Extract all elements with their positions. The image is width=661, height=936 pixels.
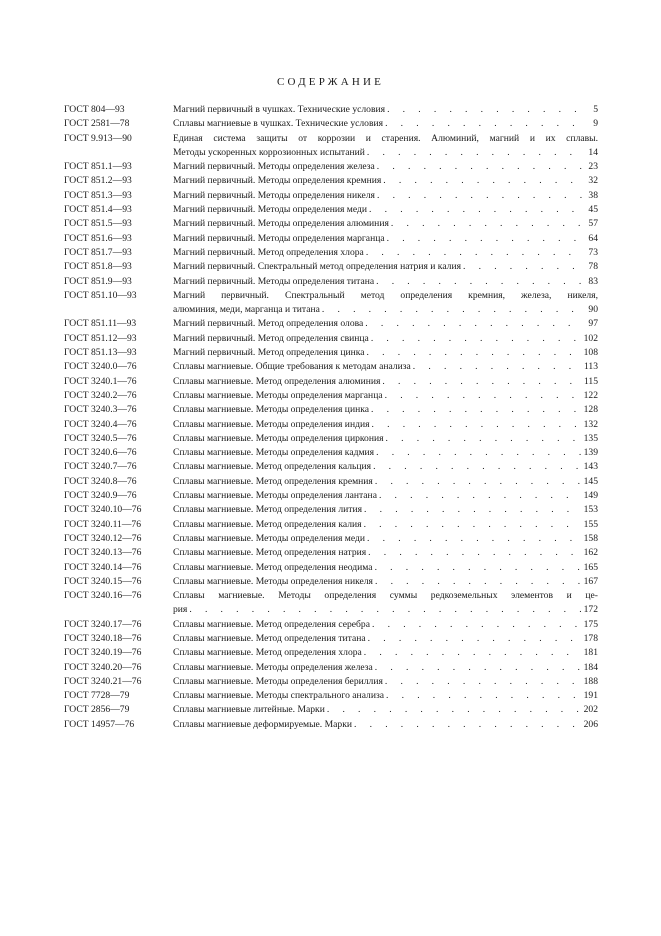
standard-code: ГОСТ 3240.11—76 bbox=[64, 518, 142, 530]
dot-leader bbox=[364, 646, 582, 660]
page-number: 97 bbox=[588, 318, 598, 330]
entry-title-line: алюминия, меди, марганца и титана bbox=[173, 304, 320, 316]
dot-leader bbox=[327, 703, 582, 717]
toc-entry bbox=[64, 446, 598, 460]
entry-description bbox=[173, 718, 598, 732]
toc-entry bbox=[64, 103, 598, 117]
standard-code: ГОСТ 7728—79 bbox=[64, 690, 130, 702]
standard-code: ГОСТ 851.3—93 bbox=[64, 189, 132, 201]
page-number: 83 bbox=[588, 275, 598, 287]
page-number: 73 bbox=[588, 246, 598, 258]
toc-entry bbox=[64, 332, 598, 346]
dot-leader bbox=[368, 546, 581, 560]
entry-description bbox=[173, 475, 598, 489]
page-number: 57 bbox=[588, 218, 598, 230]
dot-leader bbox=[322, 303, 582, 317]
dot-leader bbox=[368, 632, 582, 646]
page-number: 122 bbox=[583, 389, 598, 401]
toc-entry bbox=[64, 618, 598, 632]
entry-title-line: Сплавы магниевые. Метод определения лития bbox=[173, 504, 363, 516]
standard-code: ГОСТ 3240.13—76 bbox=[64, 547, 142, 559]
entry-description bbox=[173, 132, 598, 161]
entry-description bbox=[173, 403, 598, 417]
entry-description bbox=[173, 260, 598, 274]
standard-code: ГОСТ 3240.21—76 bbox=[64, 675, 142, 687]
entry-title-line: Сплавы магниевые. Методы определения циркония bbox=[173, 432, 384, 444]
entry-title-line: Магний первичный. Методы определения железа bbox=[173, 161, 375, 173]
entry-title-line: Сплавы магниевые. Методы определения никеля bbox=[173, 575, 373, 587]
entry-description bbox=[173, 460, 598, 474]
page-number: 158 bbox=[583, 532, 598, 544]
page-number: 162 bbox=[583, 547, 598, 559]
entry-description bbox=[173, 532, 598, 546]
dot-leader bbox=[365, 317, 582, 331]
toc-entry bbox=[64, 203, 598, 217]
dot-leader bbox=[463, 260, 582, 274]
toc-entry bbox=[64, 217, 598, 231]
dot-leader bbox=[367, 346, 582, 360]
entry-title-line: Магний первичный. Методы определения алюминия bbox=[173, 218, 389, 230]
standard-code: ГОСТ 851.1—93 bbox=[64, 161, 132, 173]
dot-leader bbox=[371, 332, 582, 346]
standard-code: ГОСТ 804—93 bbox=[64, 104, 125, 115]
page-number: 135 bbox=[583, 432, 598, 444]
entry-title-line: Единая система защиты от коррозии и старения. Алюминий, магний и их сплавы. bbox=[173, 132, 598, 144]
entry-title-line: Магний первичный. Метод определения цинка bbox=[173, 347, 365, 359]
entry-title-line: Магний первичный. Методы определения титана bbox=[173, 275, 375, 287]
entry-title-line: Сплавы магниевые. Метод определения серебра bbox=[173, 618, 370, 630]
standard-code: ГОСТ 851.11—93 bbox=[64, 318, 137, 330]
entry-title-line: Магний первичный. Спектральный метод определения кремния, железа, никеля, bbox=[173, 289, 598, 301]
page-number: 115 bbox=[583, 375, 598, 387]
entry-title-line: Сплавы магниевые. Методы определения индия bbox=[173, 418, 370, 430]
dot-leader bbox=[376, 275, 582, 289]
standard-code: ГОСТ 3240.4—76 bbox=[64, 418, 137, 430]
toc-entry bbox=[64, 475, 598, 489]
entry-title-line: Методы ускоренных коррозионных испытаний bbox=[173, 146, 365, 158]
toc-entry bbox=[64, 718, 598, 732]
toc-entry bbox=[64, 375, 598, 389]
standard-code: ГОСТ 3240.9—76 bbox=[64, 490, 137, 502]
entry-title-line: Сплавы магниевые. Метод определения хлора bbox=[173, 647, 362, 659]
entry-description bbox=[173, 661, 598, 675]
toc-entry bbox=[64, 132, 598, 161]
dot-leader bbox=[383, 174, 582, 188]
standard-code: ГОСТ 3240.18—76 bbox=[64, 632, 142, 644]
standard-code: ГОСТ 9.913—90 bbox=[64, 132, 132, 144]
dot-leader bbox=[371, 403, 582, 417]
entry-title-line: рия bbox=[173, 604, 188, 616]
page-number: 145 bbox=[583, 475, 598, 487]
entry-description bbox=[173, 174, 598, 188]
standard-code: ГОСТ 851.2—93 bbox=[64, 175, 132, 187]
dot-leader bbox=[382, 375, 582, 389]
toc-entry bbox=[64, 189, 598, 203]
toc-entry bbox=[64, 418, 598, 432]
standard-code: ГОСТ 2581—78 bbox=[64, 118, 130, 130]
entry-title-line: Сплавы магниевые. Метод определения кремния bbox=[173, 475, 373, 487]
page-number: 143 bbox=[583, 461, 598, 473]
entry-description bbox=[173, 103, 598, 117]
entry-description bbox=[173, 117, 598, 131]
entry-description bbox=[173, 632, 598, 646]
standard-code: ГОСТ 851.6—93 bbox=[64, 232, 132, 244]
standard-code: ГОСТ 3240.19—76 bbox=[64, 647, 142, 659]
toc-entry bbox=[64, 346, 598, 360]
entry-description bbox=[173, 217, 598, 231]
page-number: 108 bbox=[583, 347, 598, 359]
entry-title-line: Магний первичный. Метод определения олова bbox=[173, 318, 364, 330]
standard-code: ГОСТ 851.7—93 bbox=[64, 246, 132, 258]
standard-code: ГОСТ 851.10—93 bbox=[64, 289, 137, 301]
dot-leader bbox=[367, 532, 582, 546]
standard-code: ГОСТ 851.8—93 bbox=[64, 261, 132, 273]
entry-description bbox=[173, 546, 598, 560]
page-number: 113 bbox=[583, 361, 598, 373]
entry-description bbox=[173, 675, 598, 689]
page-number: 175 bbox=[583, 618, 598, 630]
entry-title-line: Сплавы магниевые. Метод определения кальция bbox=[173, 461, 372, 473]
entry-title-line: Сплавы магниевые. Методы определения суммы редкоземельных элементов и це- bbox=[173, 590, 598, 602]
standard-code: ГОСТ 3240.3—76 bbox=[64, 404, 137, 416]
toc-entry bbox=[64, 289, 598, 318]
page-number: 181 bbox=[583, 647, 598, 659]
standard-code: ГОСТ 3240.17—76 bbox=[64, 618, 142, 630]
dot-leader bbox=[387, 232, 582, 246]
dot-leader bbox=[386, 689, 582, 703]
standard-code: ГОСТ 851.12—93 bbox=[64, 332, 137, 344]
entry-description bbox=[173, 332, 598, 346]
entry-title-line: Магний первичный. Методы определения никеля bbox=[173, 189, 375, 201]
toc-entry bbox=[64, 646, 598, 660]
entry-description bbox=[173, 317, 598, 331]
entry-title-line: Магний первичный. Методы определения меди bbox=[173, 204, 368, 216]
entry-description bbox=[173, 646, 598, 660]
standard-code: ГОСТ 851.4—93 bbox=[64, 204, 132, 216]
entry-description bbox=[173, 618, 598, 632]
dot-leader bbox=[354, 718, 582, 732]
standard-code: ГОСТ 3240.6—76 bbox=[64, 447, 137, 459]
page-number: 184 bbox=[583, 661, 598, 673]
standard-code: ГОСТ 3240.10—76 bbox=[64, 504, 142, 516]
standard-code: ГОСТ 3240.2—76 bbox=[64, 389, 137, 401]
toc-entry bbox=[64, 117, 598, 131]
page-number: 5 bbox=[593, 104, 598, 115]
page-title: СОДЕРЖАНИЕ bbox=[276, 76, 385, 88]
toc-entry bbox=[64, 232, 598, 246]
toc-entry bbox=[64, 432, 598, 446]
entry-description bbox=[173, 703, 598, 717]
entry-title-line: Сплавы магниевые. Метод определения неодима bbox=[173, 561, 373, 573]
table-of-contents bbox=[64, 103, 598, 732]
entry-title-line: Сплавы магниевые. Методы определения бериллия bbox=[173, 675, 383, 687]
entry-description bbox=[173, 418, 598, 432]
entry-description bbox=[173, 446, 598, 460]
toc-entry bbox=[64, 532, 598, 546]
entry-title-line: Сплавы магниевые. Методы определения меди bbox=[173, 532, 366, 544]
toc-entry bbox=[64, 403, 598, 417]
entry-description bbox=[173, 689, 598, 703]
standard-code: ГОСТ 3240.12—76 bbox=[64, 532, 142, 544]
entry-title-line: Сплавы магниевые. Метод определения алюминия bbox=[173, 375, 381, 387]
standard-code: ГОСТ 2856—79 bbox=[64, 704, 130, 716]
entry-title-line: Сплавы магниевые. Методы определения цинка bbox=[173, 404, 369, 416]
entry-title-line: Сплавы магниевые. Метод определения калия bbox=[173, 518, 362, 530]
entry-title-line: Магний первичный. Методы определения марганца bbox=[173, 232, 385, 244]
page-number: 38 bbox=[588, 189, 598, 201]
standard-code: ГОСТ 851.13—93 bbox=[64, 347, 137, 359]
dot-leader bbox=[385, 389, 582, 403]
toc-entry bbox=[64, 174, 598, 188]
entry-description bbox=[173, 561, 598, 575]
standard-code: ГОСТ 3240.15—76 bbox=[64, 575, 142, 587]
entry-title-line: Сплавы магниевые. Метод определения титана bbox=[173, 632, 366, 644]
standard-code: ГОСТ 3240.7—76 bbox=[64, 461, 137, 473]
dot-leader bbox=[369, 203, 582, 217]
dot-leader bbox=[385, 675, 582, 689]
entry-title-line: Сплавы магниевые. Методы спектрального анализа bbox=[173, 690, 385, 702]
entry-title-line: Сплавы магниевые. Методы определения марганца bbox=[173, 389, 383, 401]
toc-entry bbox=[64, 275, 598, 289]
page-number: 167 bbox=[583, 575, 598, 587]
entry-description bbox=[173, 232, 598, 246]
dot-leader bbox=[413, 360, 582, 374]
page-number: 132 bbox=[583, 418, 598, 430]
dot-leader bbox=[377, 160, 582, 174]
toc-entry bbox=[64, 632, 598, 646]
page-number: 191 bbox=[583, 690, 598, 702]
toc-entry bbox=[64, 575, 598, 589]
page-number: 23 bbox=[588, 161, 598, 173]
standard-code: ГОСТ 3240.8—76 bbox=[64, 475, 137, 487]
dot-leader bbox=[375, 561, 582, 575]
standard-code: ГОСТ 3240.0—76 bbox=[64, 361, 137, 373]
toc-entry bbox=[64, 389, 598, 403]
toc-entry bbox=[64, 689, 598, 703]
entry-description bbox=[173, 389, 598, 403]
entry-title-line: Магний первичный в чушках. Технические условия bbox=[173, 104, 386, 115]
toc-entry bbox=[64, 661, 598, 675]
entry-description bbox=[173, 246, 598, 260]
entry-description bbox=[173, 503, 598, 517]
entry-description bbox=[173, 589, 598, 618]
page-number: 14 bbox=[588, 146, 598, 158]
toc-entry bbox=[64, 160, 598, 174]
entry-title-line: Сплавы магниевые деформируемые. Марки bbox=[173, 718, 352, 730]
standard-code: ГОСТ 3240.20—76 bbox=[64, 661, 142, 673]
entry-description bbox=[173, 432, 598, 446]
entry-description bbox=[173, 375, 598, 389]
page-number: 155 bbox=[583, 518, 598, 530]
toc-entry bbox=[64, 460, 598, 474]
entry-description bbox=[173, 203, 598, 217]
dot-leader bbox=[375, 575, 582, 589]
page-number: 206 bbox=[583, 718, 598, 730]
entry-title-line: Сплавы магниевые. Метод определения натрия bbox=[173, 547, 367, 559]
toc-entry bbox=[64, 589, 598, 618]
entry-title-line: Сплавы магниевые литейные. Марки bbox=[173, 704, 325, 716]
entry-description bbox=[173, 489, 598, 503]
dot-leader bbox=[391, 217, 582, 231]
toc-entry bbox=[64, 260, 598, 274]
toc-entry bbox=[64, 317, 598, 331]
page-number: 102 bbox=[583, 332, 598, 344]
page-number: 90 bbox=[588, 304, 598, 316]
dot-leader bbox=[376, 446, 582, 460]
page-number: 178 bbox=[583, 632, 598, 644]
page-number: 188 bbox=[583, 675, 598, 687]
page-number: 139 bbox=[583, 447, 598, 459]
toc-entry bbox=[64, 518, 598, 532]
toc-entry bbox=[64, 703, 598, 717]
toc-entry bbox=[64, 546, 598, 560]
page-number: 128 bbox=[583, 404, 598, 416]
entry-title-line: Сплавы магниевые. Методы определения железа bbox=[173, 661, 373, 673]
page-number: 64 bbox=[588, 232, 598, 244]
standard-code: ГОСТ 851.5—93 bbox=[64, 218, 132, 230]
entry-description bbox=[173, 346, 598, 360]
entry-title-line: Магний первичный. Метод определения хлора bbox=[173, 246, 364, 258]
page-number: 9 bbox=[593, 118, 598, 130]
dot-leader bbox=[189, 603, 581, 617]
entry-description bbox=[173, 189, 598, 203]
page-number: 32 bbox=[588, 175, 598, 187]
dot-leader bbox=[364, 518, 582, 532]
dot-leader bbox=[377, 189, 582, 203]
dot-leader bbox=[375, 661, 582, 675]
page-number: 165 bbox=[583, 561, 598, 573]
page-number: 153 bbox=[583, 504, 598, 516]
dot-leader bbox=[372, 618, 582, 632]
standard-code: ГОСТ 3240.16—76 bbox=[64, 590, 142, 602]
standard-code: ГОСТ 851.9—93 bbox=[64, 275, 132, 287]
dot-leader bbox=[367, 146, 582, 160]
entry-description bbox=[173, 360, 598, 374]
entry-description bbox=[173, 518, 598, 532]
dot-leader bbox=[366, 246, 582, 260]
entry-title-line: Сплавы магниевые. Методы определения лантана bbox=[173, 490, 377, 502]
standard-code: ГОСТ 3240.5—76 bbox=[64, 432, 137, 444]
dot-leader bbox=[387, 103, 582, 117]
dot-leader bbox=[372, 418, 582, 432]
standard-code: ГОСТ 14957—76 bbox=[64, 718, 135, 730]
page-number: 172 bbox=[583, 604, 598, 616]
dot-leader bbox=[385, 117, 582, 131]
entry-title-line: Сплавы магниевые. Общие требования к методам анализа bbox=[173, 361, 411, 373]
standard-code: ГОСТ 3240.14—76 bbox=[64, 561, 142, 573]
entry-description bbox=[173, 289, 598, 318]
entry-title-line: Магний первичный. Методы определения кремния bbox=[173, 175, 382, 187]
page-number: 78 bbox=[588, 261, 598, 273]
entry-description bbox=[173, 275, 598, 289]
dot-leader bbox=[364, 503, 582, 517]
toc-entry bbox=[64, 503, 598, 517]
dot-leader bbox=[373, 460, 582, 474]
entry-title-line: Сплавы магниевые в чушках. Технические условия bbox=[173, 118, 384, 130]
standard-code: ГОСТ 3240.1—76 bbox=[64, 375, 137, 387]
entry-title-line: Магний первичный. Спектральный метод определения натрия и калия bbox=[173, 261, 462, 273]
toc-entry bbox=[64, 561, 598, 575]
entry-description bbox=[173, 160, 598, 174]
dot-leader bbox=[386, 432, 582, 446]
page-number: 45 bbox=[588, 204, 598, 216]
entry-title-line: Сплавы магниевые. Методы определения кадмия bbox=[173, 447, 375, 459]
dot-leader bbox=[375, 475, 582, 489]
toc-entry bbox=[64, 246, 598, 260]
toc-entry bbox=[64, 360, 598, 374]
page-number: 149 bbox=[583, 490, 598, 502]
dot-leader bbox=[379, 489, 582, 503]
entry-title-line: Магний первичный. Метод определения свинца bbox=[173, 332, 369, 344]
page-number: 202 bbox=[583, 704, 598, 716]
entry-description bbox=[173, 575, 598, 589]
toc-entry bbox=[64, 675, 598, 689]
toc-entry bbox=[64, 489, 598, 503]
